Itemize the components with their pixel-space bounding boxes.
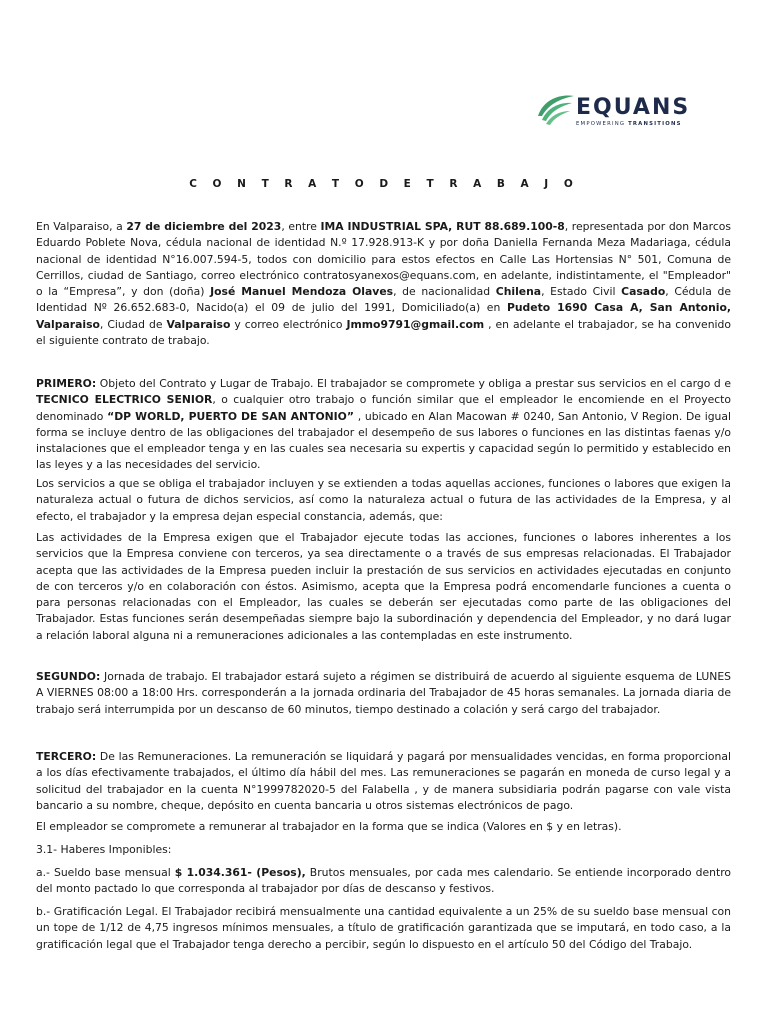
item-sueldo-base: a.- Sueldo base mensual $ 1.034.361- (Pesos), Brutos mensuales, por cada mes calendario. Se entiende incorporado dentro del monto pactado lo que corresponda al trabajador por días de descanso y festivos. [36,866,732,896]
item-gratificacion: b.- Gratificación Legal. El Trabajador recibirá mensualmente una cantidad equivalente a un 25% de su sueldo base mensual con un tope de 1/12 de 4,75 ingresos mínimos mensuales, a título de gratificación garantizada que se imputará, en todo caso, a la gratificación legal que el Trabajador tenga derecho a percibir, según lo dispuesto en el artículo 50 del Código del Trabajo. [36,905,731,951]
clause-tercero: TERCERO: De las Remuneraciones. La remuneración se liquidará y pagará por mensualidades vencidas, en forma proporcional a los días efectivamente trabajados, el último día hábil del mes. Las remuneraciones se pagarán en moneda de curso legal y a solicitud del trabajador en la cuenta N°1999782020-5 del Falabella , y de manera subsidiaria podrán pagarse con vale vista bancario a su nombre, cheque, depósito en cuenta bancaria u otros sistemas electrónicos de pago. [36,750,731,812]
haberes-title: 3.1- Haberes Imponibles: [36,843,172,856]
paragraph-actividades: Las actividades de la Empresa exigen que el Trabajador ejecute todas las acciones, funciones o labores inherentes a los servicios que la Empresa conviene con terceros, ya sea directamente o a través de sus empresas relacionadas. El Trabajador acepta que las actividades de la Empresa pueden incluir la prestación de sus servicios en actividades ejecutadas en conjunto de con terceros y/o en colaboración con éstos. Asimismo, acepta que la Empresa podrá encomendarle funciones a cuenta o para personas relacionadas con el Empleador, las cuales se deberán ser ejecutadas como parte de las obligaciones del Trabajador. Estas funciones serán desempeñadas siempre bajo la subordinación y dependencia del Empleador, y no dará lugar a relación laboral alguna ni a remuneraciones adicionales a las contempladas en este instrumento. [36,531,731,642]
paragraph-empleador: El empleador se compromete a remunerar al trabajador en la forma que se indica (Valores en $ y en letras). [36,820,622,833]
paragraph-servicios: Los servicios a que se obliga el trabajador incluyen y se extienden a todas aquellas acciones, funciones o labores que exigen la naturaleza actual o futura de dichos servicios, así como la naturaleza actual o futura de las actividades de la Empresa, y al efecto, el trabajador y la empresa dejan especial constancia, además, que: [36,477,731,523]
clause-label: PRIMERO: [36,377,97,390]
logo-wordmark: EQUANS [576,95,691,120]
clause-primero: PRIMERO: Objeto del Contrato y Lugar de Trabajo. El trabajador se compromete y obliga a prestar sus servicios en el cargo d e TECNICO ELECTRICO SENIOR, o cualquier otro trabajo o función similar que el empleador le encomiende en el Proyecto denominado “DP WORLD, PUERTO DE SAN ANTONIO” , ubicado en Alan Macowan # 0240, San Antonio, V Region. De igual forma se incluye dentro de las obligaciones del trabajador el desempeño de sus labores o funciones en las distintas faenas y/o instalaciones que el empleador tenga y en las cuales sea necesaria su expertis y capacidad según lo permitido y establecido en las leyes y a las necesidades del servicio. [36,377,732,472]
document-title: C O N T R A T O D E T R A B A J O [189,178,579,190]
clause-label: SEGUNDO: [36,670,101,683]
equans-logo [536,94,712,134]
clause-label: TERCERO: [36,750,97,763]
clause-segundo: SEGUNDO: Jornada de trabajo. El trabajador estará sujeto a régimen se distribuirá de acuerdo al siguiente esquema de LUNES A VIERNES 08:00 a 18:00 Hrs. corresponderán a la jornada ordinaria del Trabajador de 45 horas semanales. La jornada diaria de trabajo será interrumpida por un descanso de 60 minutos, tiempo destinado a colación y será cargo del trabajador. [36,670,731,716]
logo-tagline: EMPOWERING TRANSITIONS [576,121,682,127]
intro-paragraph: En Valparaiso, a 27 de diciembre del 2023, entre IMA INDUSTRIAL SPA, RUT 88.689.100-8, representada por don Marcos Eduardo Poblete Nova, cédula nacional de identidad N.º 17.928.913-K y por doña Daniella Fernanda Meza Madariaga, cédula nacional de identidad N°16.007.594-5, todos con domicilio para estos efectos en Calle Las Hortensias N° 501, Comuna de Cerrillos, ciudad de Santiago, correo electrónico contratosyanexos@equans.com, en adelante, indistintamente, el "Empleador" o la “Empresa”, y don (doña) José Manuel Mendoza Olaves, de nacionalidad Chilena, Estado Civil Casado, Cédula de Identidad Nº 26.652.683-0, Nacido(a) el 09 de julio del 1991, Domiciliado(a) en Pudeto 1690 Casa A, San Antonio, Valparaiso, Ciudad de Valparaiso y correo electrónico Jmmo9791@gmail.com , en adelante el trabajador, se ha convenido el siguiente contrato de trabajo. [36,220,731,348]
equans-leaf-icon [536,94,576,130]
